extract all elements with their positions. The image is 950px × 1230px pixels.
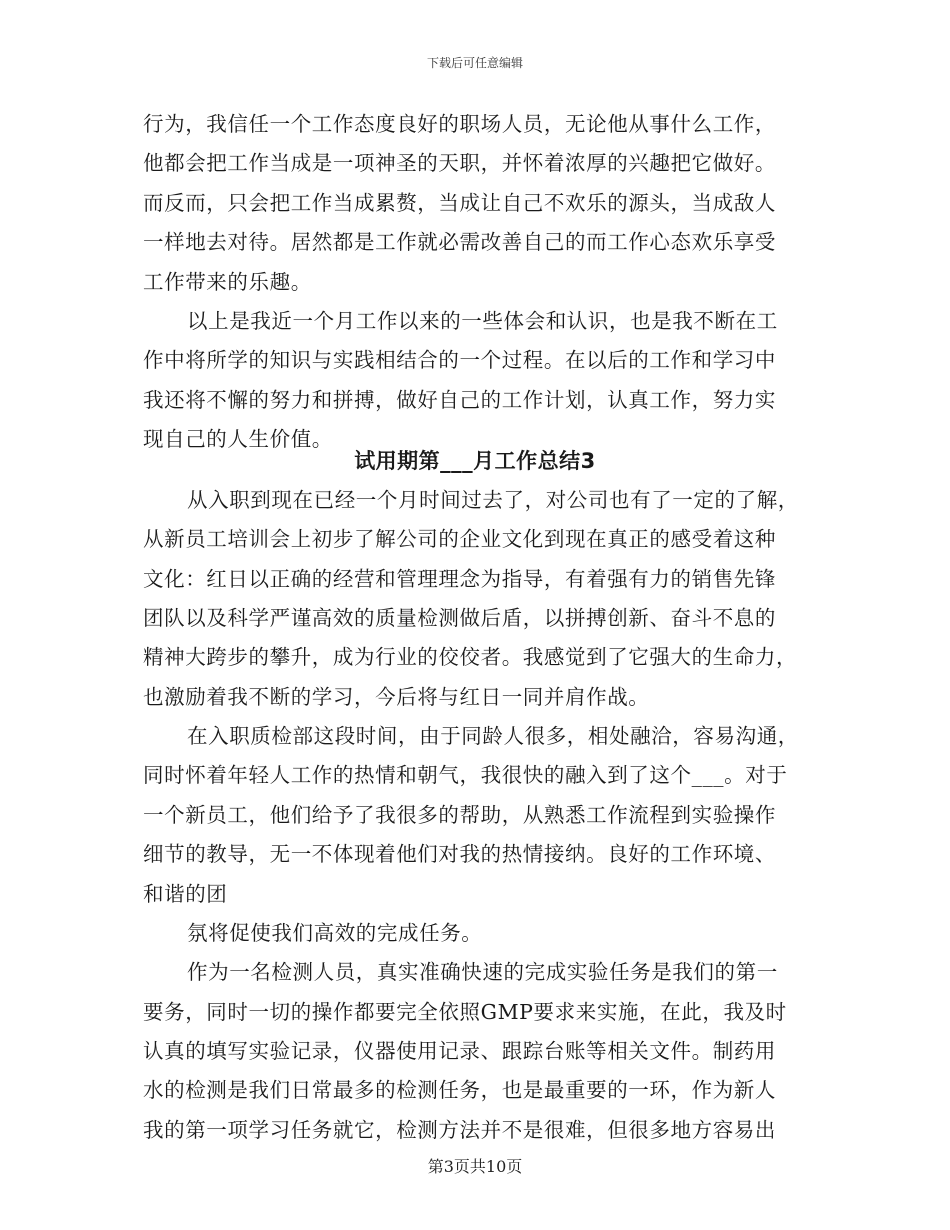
text-line: 从新员工培训会上初步了解公司的企业文化到现在真正的感受着这种 (143, 527, 776, 552)
text-line: 文化：红日以正确的经营和管理理念为指导，有着强有力的销售先锋 (143, 566, 776, 591)
text-line: 同时怀着年轻人工作的热情和朝气，我很快的融入到了这个___。对于 (143, 763, 788, 788)
section-title: 试用期第___月工作总结3 (354, 449, 596, 473)
text-line: 而反而，只会把工作当成累赘，当成让自己不欢乐的源头，当成敌人 (143, 190, 776, 215)
text-line: 一个新员工，他们给予了我很多的帮助，从熟悉工作流程到实验操作 (143, 802, 776, 827)
text-line: 行为，我信任一个工作态度良好的职场人员，无论他从事什么工作， (143, 112, 776, 136)
text-line: 细节的教导，无一不体现着他们对我的热情接纳。良好的工作环境、 (143, 842, 776, 867)
text-line: 认真的填写实验记录，仪器使用记录、跟踪台账等相关文件。制药用 (143, 1038, 776, 1063)
text-line: 氛将促使我们高效的完成任务。 (187, 920, 483, 945)
text-line: 团队以及科学严谨高效的质量检测做后盾，以拼搏创新、奋斗不息的 (143, 606, 776, 631)
text-line: 从入职到现在已经一个月时间过去了，对公司也有了一定的了解， (187, 488, 799, 512)
text-line: 和谐的团 (143, 881, 228, 906)
text-line: 精神大跨步的攀升，成为行业的佼佼者。我感觉到了它强大的生命力， (143, 645, 798, 670)
text-line: 作为一名检测人员，真实准确快速的完成实验任务是我们的第一 (187, 960, 778, 985)
page-number: 第3页共10页 (427, 1157, 523, 1176)
text-line: 我还将不懈的努力和拼搏，做好自己的工作计划，认真工作，努力实 (143, 387, 776, 412)
text-line: 现自己的人生价值。 (143, 427, 333, 452)
text-line: 作中将所学的知识与实践相结合的一个过程。在以后的工作和学习中 (143, 348, 776, 373)
page-header-note: 下载后可任意编辑 (426, 56, 523, 70)
text-line: 他都会把工作当成是一项神圣的天职，并怀着浓厚的兴趣把它做好。 (143, 151, 776, 176)
text-line: 以上是我近一个月工作以来的一些体会和认识，也是我不断在工 (187, 309, 778, 333)
text-line: 也激励着我不断的学习，今后将与红日一同并肩作战。 (143, 684, 650, 709)
text-line: 在入职质检部这段时间，由于同龄人很多，相处融洽，容易沟通， (187, 724, 799, 749)
text-line: 工作带来的乐趣。 (143, 269, 312, 294)
text-line: 水的检测是我们日常最多的检测任务，也是最重要的一环，作为新人 (143, 1078, 776, 1103)
text-line: 一样地去对待。居然都是工作就必需改善自己的而工作心态欢乐享受 (143, 230, 776, 255)
text-line: 我的第一项学习任务就它，检测方法并不是很难，但很多地方容易出 (143, 1117, 776, 1142)
text-line: 要务，同时一切的操作都要完全依照GMP要求来实施，在此，我及时 (143, 999, 787, 1024)
